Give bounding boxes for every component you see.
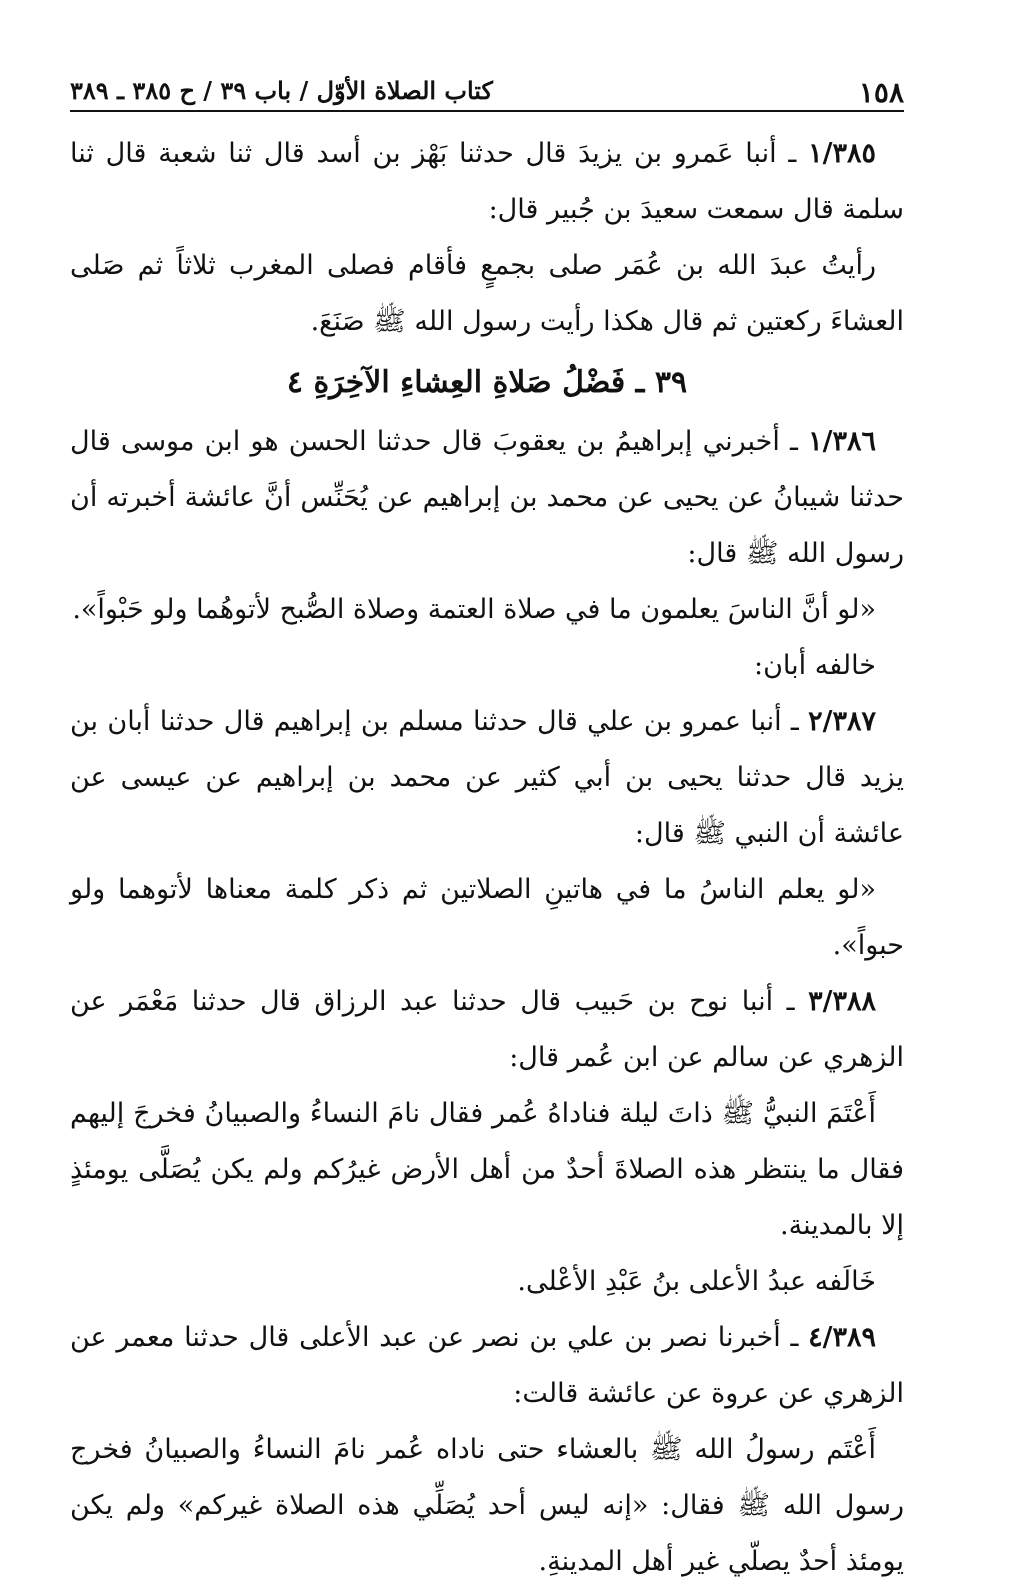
- running-title: كتاب الصلاة الأوّل / باب ٣٩ / ح ٣٨٥ ـ ٣٨٩: [70, 76, 503, 105]
- hadith-387-isnad: [70, 694, 904, 862]
- hadith-389-matn: أَعْتَم رسولُ الله ﷺ بالعشاء حتى ناداه عُمر نامَ النساءُ والصبيانُ فخرج رسول الله ﷺ فقال: «إنه ليس أحد يُصَلِّي هذه الصلاة غيركم» ولم يكن يومئذ أحدٌ يصلّي غير أهل المدينةِ.: [70, 1434, 904, 1577]
- hadith-388-note: خَالَفه عبدُ الأعلى بنُ عَبْدِ الأعْلى.: [517, 1266, 876, 1297]
- hadith-number: ١/٣٨٥: [808, 138, 876, 169]
- hadith-number: ٣/٣٨٨: [808, 986, 876, 1017]
- hadith-386-matn: «لو أنَّ الناسَ يعلمون ما في صلاة العتمة وصلاة الصُّبح لأتوهُما ولو حَبْواً».: [72, 594, 876, 625]
- hadith-number: ١/٣٨٦: [808, 426, 876, 457]
- isnad-text: ـ أنبا نوح بن حَبيب قال حدثنا عبد الرزاق قال حدثنا مَعْمَر عن الزهري عن سالم عن ابن عُمر قال:: [70, 986, 904, 1073]
- isnad-text: ـ أخبرنا نصر بن علي بن نصر عن عبد الأعلى قال حدثنا معمر عن الزهري عن عروة عن عائشة قالت:: [70, 1322, 904, 1409]
- hadith-388-matn: أَعْتَمَ النبيُّ ﷺ ذاتَ ليلة فناداهُ عُمر فقال نامَ النساءُ والصبيانُ فخرجَ إليهم فقال ما ينتظر هذه الصلاةَ أحدٌ من أهل الأرض غيرُكم ولم يكن يُصَلَّى يومئذٍ إلا بالمدينة.: [70, 1098, 904, 1241]
- hadith-389-isnad: [70, 1310, 904, 1422]
- document-page: [70, 70, 904, 1590]
- hadith-385-isnad: [70, 126, 904, 238]
- hadith-388-isnad: [70, 974, 904, 1086]
- hadith-385-matn: رأيتُ عبدَ الله بن عُمَر صلى بجمعٍ فأقام فصلى المغرب ثلاثاً ثم صَلى العشاءَ ركعتين ثم قال هكذا رأيت رسول الله ﷺ صَنَعَ.: [70, 250, 904, 337]
- page-header: [70, 70, 904, 112]
- hadith-number: ٢/٣٨٧: [808, 706, 876, 737]
- isnad-text: ـ أنبا عمرو بن علي قال حدثنا مسلم بن إبراهيم قال حدثنا أبان بن يزيد قال حدثنا يحيى بن أبي كثير عن محمد بن إبراهيم عن عيسى عن عائشة أن النبي ﷺ قال:: [70, 706, 904, 849]
- page-number: ١٥٨: [849, 76, 904, 109]
- hadith-387-matn: «لو يعلم الناسُ ما في هاتينِ الصلاتين ثم ذكر كلمة معناها لأتوهما ولو حبواً».: [70, 874, 904, 961]
- hadith-number: ٤/٣٨٩: [808, 1322, 876, 1353]
- chapter-title: ٣٩ ـ فَضْلُ صَلاةِ العِشاءِ الآخِرَةِ ٤: [286, 365, 688, 400]
- hadith-386-isnad: [70, 414, 904, 582]
- isnad-text: ـ أنبا عَمرو بن يزيدَ قال حدثنا بَهْز بن أسد قال ثنا شعبة قال ثنا سلمة قال سمعت سعيدَ بن جُبير قال:: [70, 138, 904, 225]
- hadith-386-note: خالفه أبان:: [753, 650, 876, 681]
- isnad-text: ـ أخبرني إبراهيمُ بن يعقوبَ قال حدثنا الحسن هو ابن موسى قال حدثنا شيبانُ عن يحيى عن محمد بن إبراهيم عن يُحَنِّس أنَّ عائشة أخبرته أن رسول الله ﷺ قال:: [70, 426, 904, 569]
